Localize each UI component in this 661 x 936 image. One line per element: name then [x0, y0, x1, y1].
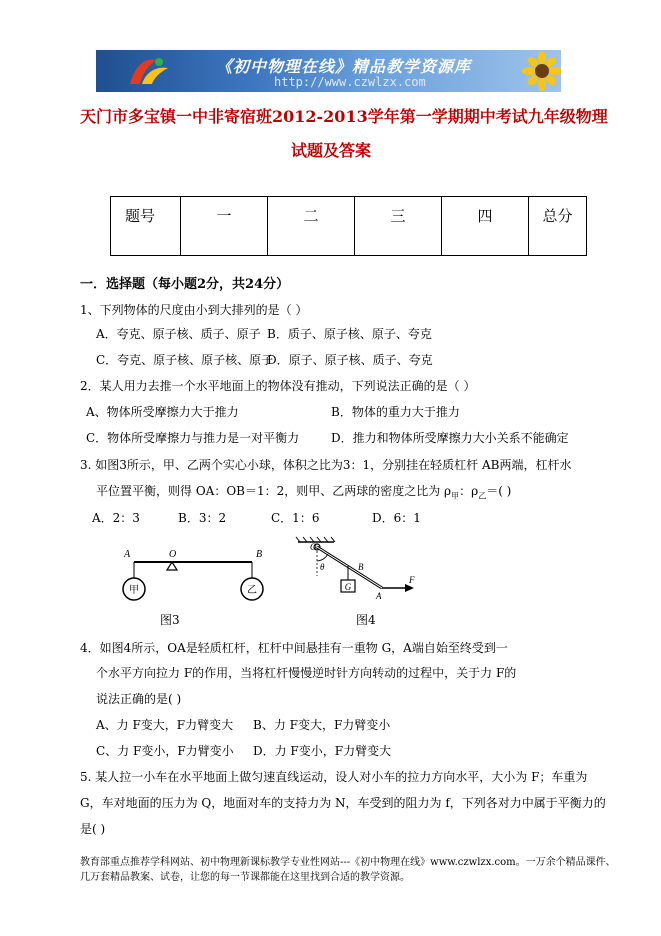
q1-option-c: C．夸克、原子核、原子核、原子: [96, 353, 274, 367]
q3-sub-yi: 乙: [478, 491, 487, 501]
q5-stem-line1: 5. 某人拉一小车在水平地面上做匀速直线运动，设人对小车的拉力方向水平，大小为 F；车重为: [80, 770, 588, 784]
q4-option-a: A、力 F变大，F力臂变大: [96, 718, 234, 732]
fig4-angle-arc: [317, 554, 328, 561]
q2-option-c: C．物体所受摩擦力与推力是一对平衡力: [86, 431, 300, 445]
q3-option-c: C．1：6: [271, 511, 320, 525]
score-cell-part-3: 三: [355, 197, 442, 256]
fig4-label-g: G: [344, 582, 352, 592]
q2-option-a: A、物体所受摩擦力大于推力: [86, 405, 239, 419]
q3-stem-line2-post: ＝( ): [486, 484, 512, 498]
q4-option-c: C、力 F变小，F力臂变小: [96, 744, 234, 758]
score-cell-question-no: 题号: [111, 197, 181, 256]
banner-url: http://www.czwlzx.com: [274, 75, 426, 89]
fig3-label-o: O: [169, 549, 177, 560]
score-cell-part-4: 四: [442, 197, 529, 256]
fig3-fulcrum-icon: [167, 562, 177, 570]
q2-option-d: D．推力和物体所受摩擦力大小关系不能确定: [331, 431, 569, 445]
q1-stem: 1、下列物体的尺度由小到大排列的是（ ）: [80, 303, 308, 317]
q3-option-d: D．6：1: [372, 511, 421, 525]
q4-stem-line1: 4．如图4所示，OA是轻质杠杆，杠杆中间悬挂有一重物 G，A端自始至终受到一: [80, 641, 508, 655]
site-banner: [96, 50, 561, 92]
q3-stem-line2-pre: 平位置平衡，则得 OA：OB＝1：2，则甲、乙两球的密度之比为 ρ: [96, 484, 452, 498]
fig3-ball-right-label: 乙: [247, 585, 257, 596]
page-title: 天门市多宝镇一中非寄宿班2012-2013学年第一学期期中考试九年级物理: [80, 107, 608, 126]
q3-stem-line1: 3. 如图3所示，甲、乙两个实心小球，体积之比为3：1，分别挂在轻质杠杆 AB两端，杠杆水: [80, 458, 572, 472]
q1-option-a: A．夸克、原子核、质子、原子: [96, 327, 261, 341]
section-heading: 一．选择题（每小题2分，共24分）: [80, 277, 290, 292]
site-logo-icon: [126, 56, 170, 86]
score-table: [110, 196, 587, 256]
q3-stem-line2: [96, 483, 511, 504]
score-cell-total: 总分: [529, 197, 587, 256]
figure-4-lever-diagram: [292, 536, 422, 606]
q4-stem-line3: 说法正确的是( ): [96, 692, 182, 706]
fig4-label-a: A: [376, 591, 382, 601]
q1-option-d: D．原子、原子核、质子、夸克: [267, 353, 433, 367]
fig4-label-theta: θ: [320, 562, 325, 572]
q3-sub-jia: 甲: [451, 491, 460, 501]
figure-3-lever-diagram: [110, 548, 275, 606]
q2-option-b: B．物体的重力大于推力: [331, 405, 460, 419]
q2-stem: 2．某人用力去推一个水平地面上的物体没有推动，下列说法正确的是（ ）: [80, 379, 476, 393]
footer-line2: 几万套精品教案、试卷，让您的每一节课都能在这里找到合适的教学资源。: [80, 872, 410, 883]
q5-stem-line3: 是( ): [80, 822, 106, 836]
q1-option-b: B．质子、原子核、原子、夸克: [267, 327, 432, 341]
q4-stem-line2: 个水平方向拉力 F的作用，当将杠杆慢慢逆时针方向转动的过程中，关于力 F的: [96, 666, 517, 680]
q3-option-b: B．3：2: [178, 511, 227, 525]
score-cell-part-1: 一: [181, 197, 268, 256]
figure-4-caption: 图4: [356, 613, 376, 627]
figure-3-caption: 图3: [160, 613, 180, 627]
page-subtitle: 试题及答案: [291, 141, 372, 160]
score-cell-part-2: 二: [268, 197, 355, 256]
fig3-ball-left-label: 甲: [129, 585, 139, 596]
fig4-label-f: F: [409, 575, 415, 585]
fig3-label-a: A: [124, 549, 131, 560]
footer-line1: 教育部重点推荐学科网站、初中物理新课标教学专业性网站---《初中物理在线》www.czwlzx.com。一万余个精品课件、: [80, 857, 616, 868]
q4-option-d: D．力 F变小，F力臂变大: [253, 744, 392, 758]
banner-title: 《初中物理在线》精品教学资源库: [216, 57, 472, 76]
fig3-label-b: B: [256, 549, 263, 560]
fig4-label-b: B: [358, 562, 364, 572]
q3-ratio-colon: ：ρ: [459, 484, 479, 498]
fig4-label-o: O: [310, 542, 317, 552]
fig4-force-arrow-icon: [405, 584, 414, 592]
q3-option-a: A．2：3: [92, 511, 140, 525]
q5-stem-line2: G，车对地面的压力为 Q，地面对车的支持力为 N，车受到的阻力为 f，下列各对力中属于平衡力的: [80, 796, 606, 810]
q4-option-b: B、力 F变大，F力臂变小: [253, 718, 391, 732]
sunflower-icon: [516, 50, 561, 92]
